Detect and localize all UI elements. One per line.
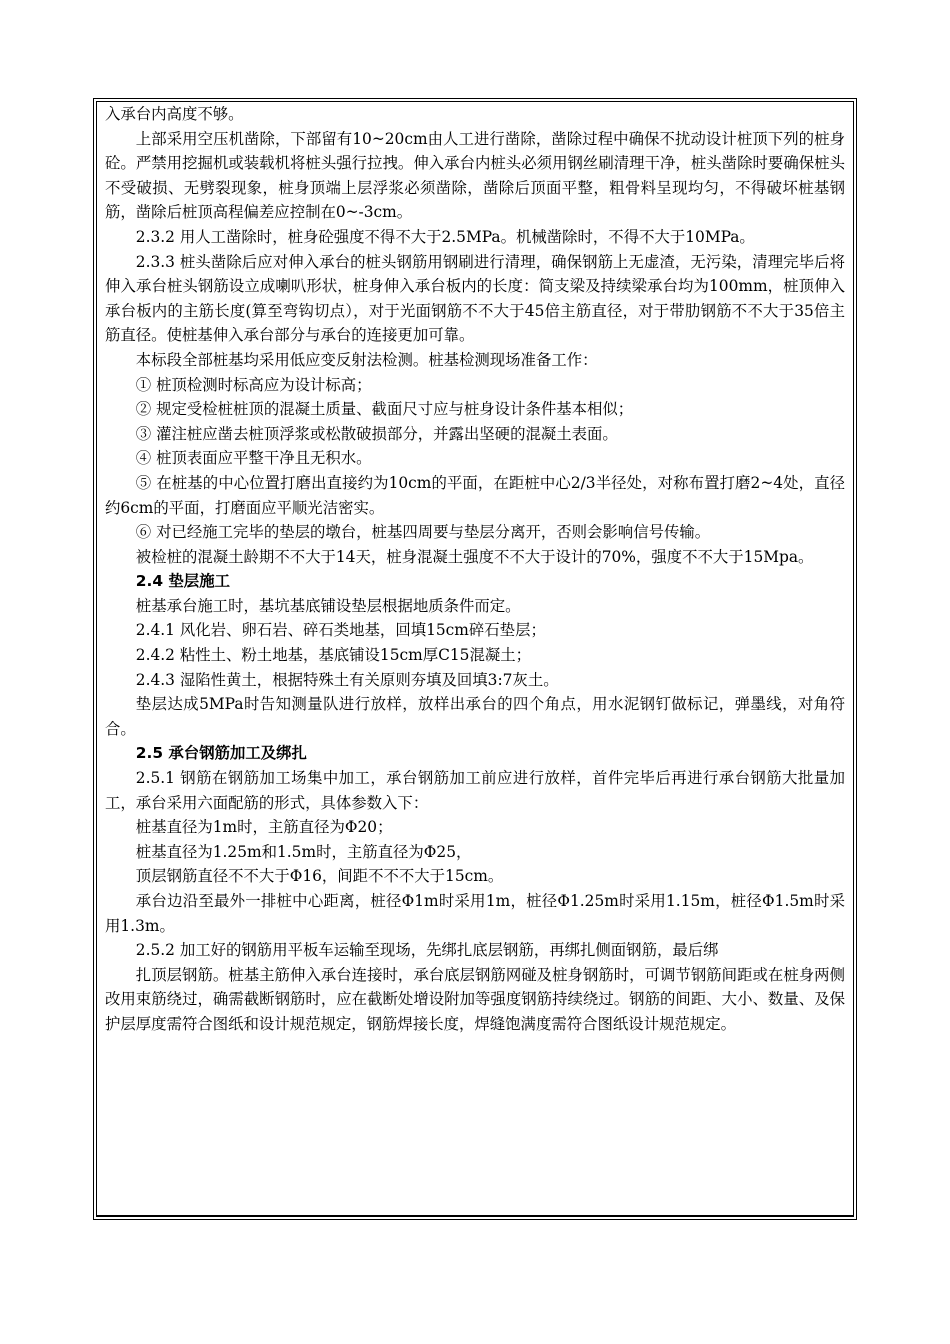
paragraph: 2.3.3 桩头凿除后应对伸入承台的桩头钢筋用钢刷进行清理，确保钢筋上无虚渣，无污染，清理完毕后将伸入承台桩头钢筋设立成喇叭形状，桩身伸入承台板内的长度：简支梁及持续梁承台均为100mm，桩顶伸入承台板内的主筋长度(算至弯钩切点），对于光面钢筋不不大于45倍主筋直径，对于带肋钢筋不不大于35倍主筋直径。使桩基伸入承台部分与承台的连接更加可靠。	[105, 252, 845, 345]
section-heading: 2.5 承台钢筋加工及绑扎	[135, 744, 307, 763]
paragraph: 桩基直径为1.25m和1.5m时，主筋直径为Φ25，	[135, 842, 472, 861]
paragraph: 2.4.2 粘性土、粉土地基，基底铺设15cm厚C15混凝土；	[135, 646, 532, 665]
paragraph: 被检桩的混凝土龄期不不大于14天，桩身混凝土强度不不大于设计的70%，强度不不大于15Mpa。	[135, 547, 814, 566]
paragraph: 本标段全部桩基均采用低应变反射法检测。桩基检测现场准备工作：	[135, 350, 598, 369]
paragraph: 2.3.2 用人工凿除时，桩身砼强度不得不大于2.5MPa。机械凿除时，不得不大于10MPa。	[135, 227, 755, 246]
paragraph: 2.4.1 风化岩、卵石岩、碎石类地基，回填15cm碎石垫层；	[135, 621, 546, 640]
paragraph: ⑥ 对已经施工完毕的垫层的墩台，桩基四周要与垫层分离开，否则会影响信号传输。	[135, 523, 711, 542]
document-body	[96, 101, 854, 1217]
paragraph: ③ 灌注桩应凿去桩顶浮浆或松散破损部分，并露出坚硬的混凝土表面。	[135, 424, 618, 443]
document-frame	[93, 98, 857, 1220]
section-heading: 2.4 垫层施工	[135, 572, 230, 591]
paragraph: 顶层钢筋直径不不大于Φ16，间距不不不大于15cm。	[135, 867, 504, 886]
paragraph: 扎顶层钢筋。桩基主筋伸入承台连接时，承台底层钢筋网碰及桩身钢筋时，可调节钢筋间距或在桩身两侧改用束筋绕过，确需截断钢筋时，应在截断处增设附加等强度钢筋持续绕过。钢筋的间距、大小、数量、及保护层厚度需符合图纸和设计规范规定，钢筋焊接长度，焊缝饱满度需符合图纸设计规范规定。	[105, 965, 845, 1033]
paragraph: 桩基承台施工时，基坑基底铺设垫层根据地质条件而定。	[135, 596, 521, 615]
paragraph: 桩基直径为1m时，主筋直径为Φ20；	[135, 818, 393, 837]
paragraph: ⑤ 在桩基的中心位置打磨出直接约为10cm的平面，在距桩中心2/3半径处，对称布置打磨2~4处，直径约6cm的平面，打磨面应平顺光洁密实。	[105, 473, 845, 517]
paragraph: 2.4.3 湿陷性黄土，根据特殊土有关原则夯填及回填3:7灰土。	[135, 670, 559, 689]
paragraph: 垫层达成5MPa时告知测量队进行放样，放样出承台的四个角点，用水泥钢钉做标记，弹墨线，对角符合。	[105, 695, 845, 738]
paragraph: ① 桩顶检测时标高应为设计标高；	[135, 375, 372, 394]
paragraph: ② 规定受检桩桩顶的混凝土质量、截面尺寸应与桩身设计条件基本相似；	[135, 400, 634, 419]
paragraph: 2.5.1 钢筋在钢筋加工场集中加工，承台钢筋加工前应进行放样，首件完毕后再进行承台钢筋大批量加工，承台采用六面配筋的形式，具体参数入下：	[105, 769, 845, 812]
paragraph: ④ 桩顶表面应平整干净且无积水。	[135, 449, 372, 468]
paragraph: 2.5.2 加工好的钢筋用平板车运输至现场，先绑扎底层钢筋，再绑扎侧面钢筋，最后绑	[135, 941, 719, 960]
paragraph: 入承台内高度不够。	[105, 105, 244, 123]
paragraph: 上部采用空压机凿除，下部留有10~20cm由人工进行凿除，凿除过程中确保不扰动设计桩顶下列的桩身砼。严禁用挖掘机或装载机将桩头强行拉拽。伸入承台内桩头必须用钢丝刷清理干净，桩头凿除时要确保桩头不受破损、无劈裂现象，桩身顶端上层浮浆必须凿除，凿除后顶面平整，粗骨料呈现均匀，不得破坏桩基钢筋，凿除后桩顶高程偏差应控制在0~-3cm。	[105, 129, 845, 222]
paragraph: 承台边沿至最外一排桩中心距离，桩径Φ1m时采用1m，桩径Φ1.25m时采用1.15m，桩径Φ1.5m时采用1.3m。	[105, 892, 845, 935]
